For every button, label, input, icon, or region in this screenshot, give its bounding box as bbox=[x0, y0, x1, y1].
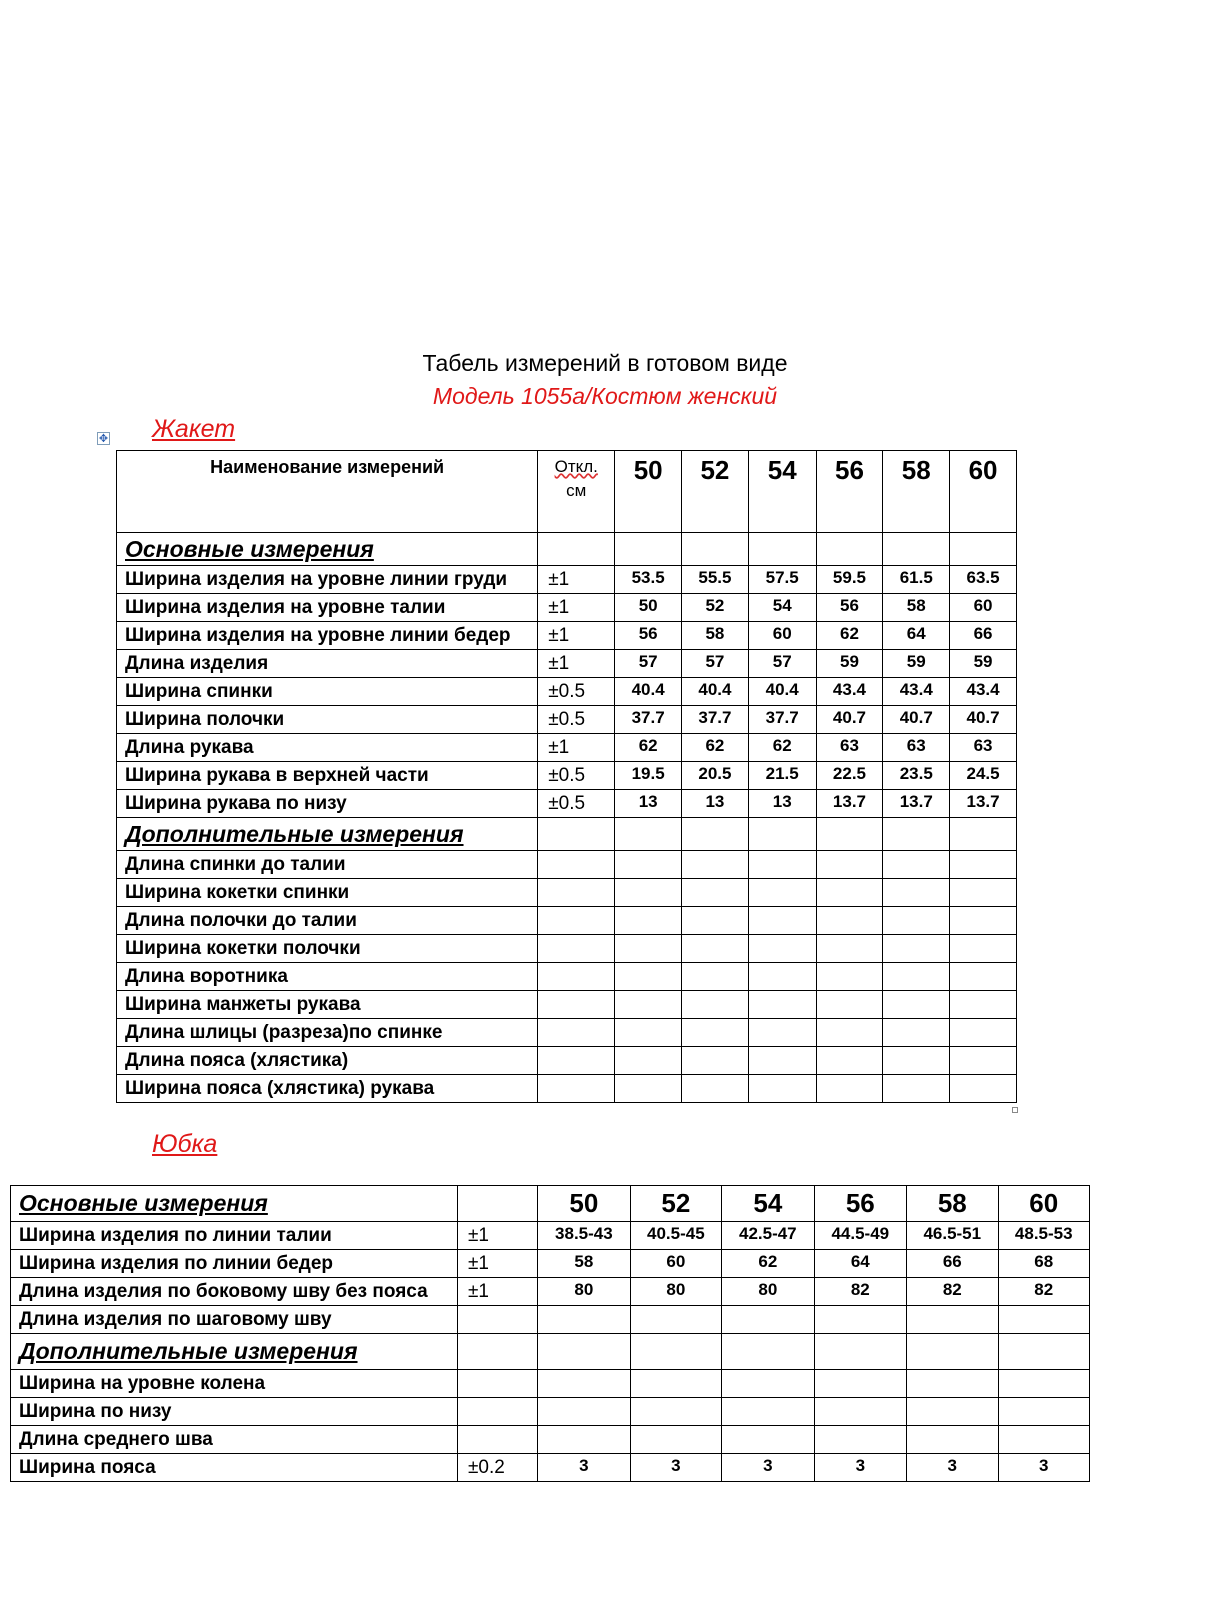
empty-cell bbox=[615, 818, 682, 851]
empty-cell bbox=[748, 533, 816, 566]
measurement-name: Ширина рукава по низу bbox=[117, 790, 538, 818]
jacket-measurements-table bbox=[116, 450, 1017, 1103]
tolerance-value: ±0.5 bbox=[538, 706, 615, 734]
empty-cell bbox=[950, 935, 1017, 963]
empty-cell bbox=[816, 533, 883, 566]
measurement-value bbox=[998, 1306, 1090, 1334]
tolerance-value: ±0.5 bbox=[538, 762, 615, 790]
empty-cell bbox=[682, 963, 749, 991]
measurement-value: 19.5 bbox=[615, 762, 682, 790]
measurement-value: 23.5 bbox=[883, 762, 950, 790]
table-row bbox=[11, 1370, 1090, 1398]
measurement-value: 58 bbox=[883, 594, 950, 622]
table-row bbox=[117, 734, 1017, 762]
measurement-value bbox=[814, 1426, 906, 1454]
measurement-value bbox=[907, 1398, 998, 1426]
section-row bbox=[11, 1334, 1090, 1370]
empty-cell bbox=[883, 1075, 950, 1103]
empty-cell bbox=[682, 991, 749, 1019]
measurement-value bbox=[538, 1306, 630, 1334]
size-header: 52 bbox=[682, 451, 749, 533]
measurement-value: 68 bbox=[998, 1250, 1090, 1278]
empty-cell bbox=[883, 935, 950, 963]
table-row bbox=[117, 1019, 1017, 1047]
measurement-value: 13 bbox=[748, 790, 816, 818]
empty-cell bbox=[816, 963, 883, 991]
empty-cell bbox=[615, 935, 682, 963]
measurement-name: Длина среднего шва bbox=[11, 1426, 458, 1454]
measurement-value: 40.4 bbox=[682, 678, 749, 706]
measurement-value: 60 bbox=[950, 594, 1017, 622]
measurement-value: 82 bbox=[907, 1278, 998, 1306]
measurement-value: 58 bbox=[682, 622, 749, 650]
measurement-value: 37.7 bbox=[615, 706, 682, 734]
empty-cell bbox=[538, 935, 615, 963]
empty-cell bbox=[538, 533, 615, 566]
table-row bbox=[117, 622, 1017, 650]
measurement-name: Ширина пояса (хлястика) рукава bbox=[117, 1075, 538, 1103]
measurement-value: 54 bbox=[748, 594, 816, 622]
measurement-value: 20.5 bbox=[682, 762, 749, 790]
measurement-value: 59 bbox=[816, 650, 883, 678]
measurement-value bbox=[630, 1398, 721, 1426]
tolerance-value: ±0.2 bbox=[458, 1454, 538, 1482]
table-row bbox=[117, 907, 1017, 935]
measurement-value bbox=[907, 1306, 998, 1334]
measurement-value: 66 bbox=[950, 622, 1017, 650]
empty-cell bbox=[950, 533, 1017, 566]
tolerance-value: ±1 bbox=[538, 594, 615, 622]
table-row bbox=[117, 991, 1017, 1019]
table-row bbox=[11, 1278, 1090, 1306]
measurement-value: 61.5 bbox=[883, 566, 950, 594]
tolerance-value: ±1 bbox=[538, 650, 615, 678]
tolerance-value: ±1 bbox=[458, 1222, 538, 1250]
empty-cell bbox=[538, 963, 615, 991]
measurement-value: 3 bbox=[538, 1454, 630, 1482]
empty-cell bbox=[538, 1019, 615, 1047]
measurement-value: 13.7 bbox=[883, 790, 950, 818]
measurement-name: Ширина изделия на уровне линии груди bbox=[117, 566, 538, 594]
tolerance-value: ±0.5 bbox=[538, 678, 615, 706]
measurement-value: 40.7 bbox=[816, 706, 883, 734]
measurement-value bbox=[907, 1426, 998, 1454]
measurement-value: 44.5-49 bbox=[814, 1222, 906, 1250]
measurement-value: 62 bbox=[615, 734, 682, 762]
measurement-name: Длина полочки до талии bbox=[117, 907, 538, 935]
measurement-name: Ширина рукава в верхней части bbox=[117, 762, 538, 790]
measurement-value: 3 bbox=[907, 1454, 998, 1482]
table-header-row bbox=[117, 451, 1017, 533]
table-row bbox=[117, 790, 1017, 818]
measurement-value: 63.5 bbox=[950, 566, 1017, 594]
empty-cell bbox=[748, 963, 816, 991]
size-header: 58 bbox=[883, 451, 950, 533]
empty-cell bbox=[615, 1047, 682, 1075]
measurement-value: 55.5 bbox=[682, 566, 749, 594]
empty-cell bbox=[615, 1075, 682, 1103]
table-move-handle-icon[interactable]: ✥ bbox=[98, 433, 109, 445]
measurement-value bbox=[814, 1306, 906, 1334]
tolerance-header-line1: Откл. bbox=[554, 457, 598, 476]
empty-cell bbox=[816, 1019, 883, 1047]
empty-cell bbox=[630, 1334, 721, 1370]
section-title: Дополнительные измерения bbox=[11, 1334, 458, 1370]
empty-cell bbox=[998, 1334, 1090, 1370]
empty-cell bbox=[814, 1334, 906, 1370]
empty-cell bbox=[538, 1047, 615, 1075]
measurement-value: 58 bbox=[538, 1250, 630, 1278]
measurement-name: Длина пояса (хлястика) bbox=[117, 1047, 538, 1075]
empty-cell bbox=[816, 1047, 883, 1075]
table-row bbox=[11, 1398, 1090, 1426]
empty-cell bbox=[883, 991, 950, 1019]
measurement-value bbox=[722, 1426, 814, 1454]
table-row bbox=[11, 1250, 1090, 1278]
measurement-value: 40.7 bbox=[883, 706, 950, 734]
empty-cell bbox=[538, 1075, 615, 1103]
measurement-value: 21.5 bbox=[748, 762, 816, 790]
measurement-name: Длина спинки до талии bbox=[117, 851, 538, 879]
size-header: 54 bbox=[722, 1186, 814, 1222]
table-row bbox=[11, 1306, 1090, 1334]
tolerance-value bbox=[458, 1306, 538, 1334]
document-subtitle: Модель 1055а/Костюм женский bbox=[432, 383, 778, 409]
measurement-value: 60 bbox=[630, 1250, 721, 1278]
empty-cell bbox=[748, 907, 816, 935]
empty-cell bbox=[950, 963, 1017, 991]
measurement-value bbox=[998, 1370, 1090, 1398]
empty-cell bbox=[538, 1334, 630, 1370]
measurement-value: 66 bbox=[907, 1250, 998, 1278]
measurement-value: 62 bbox=[722, 1250, 814, 1278]
measurement-value: 13 bbox=[615, 790, 682, 818]
measurement-value: 63 bbox=[883, 734, 950, 762]
empty-cell bbox=[615, 907, 682, 935]
table-row bbox=[11, 1222, 1090, 1250]
table-row bbox=[117, 1075, 1017, 1103]
measurement-value: 50 bbox=[615, 594, 682, 622]
measurement-value: 52 bbox=[682, 594, 749, 622]
measurement-value: 82 bbox=[814, 1278, 906, 1306]
measurement-value: 57 bbox=[615, 650, 682, 678]
empty-cell bbox=[682, 907, 749, 935]
measurement-value: 3 bbox=[722, 1454, 814, 1482]
measurement-value: 62 bbox=[682, 734, 749, 762]
empty-cell bbox=[883, 879, 950, 907]
size-header: 56 bbox=[816, 451, 883, 533]
table-row bbox=[117, 566, 1017, 594]
empty-cell bbox=[538, 907, 615, 935]
tolerance-header-line2: см bbox=[566, 481, 587, 500]
empty-cell bbox=[538, 851, 615, 879]
table-row bbox=[117, 650, 1017, 678]
measurement-value: 40.7 bbox=[950, 706, 1017, 734]
size-header: 54 bbox=[748, 451, 816, 533]
empty-cell bbox=[458, 1186, 538, 1222]
measurement-value bbox=[998, 1426, 1090, 1454]
measurement-name: Длина изделия bbox=[117, 650, 538, 678]
empty-cell bbox=[816, 907, 883, 935]
measurement-name: Длина шлицы (разреза)по спинке bbox=[117, 1019, 538, 1047]
empty-cell bbox=[615, 851, 682, 879]
empty-cell bbox=[816, 818, 883, 851]
measurement-name: Ширина кокетки полочки bbox=[117, 935, 538, 963]
measurement-value: 56 bbox=[816, 594, 883, 622]
table-row bbox=[117, 1047, 1017, 1075]
empty-cell bbox=[538, 879, 615, 907]
empty-cell bbox=[458, 1334, 538, 1370]
measurement-value bbox=[630, 1306, 721, 1334]
skirt-label: Юбка bbox=[152, 1130, 218, 1158]
empty-cell bbox=[883, 907, 950, 935]
size-header: 60 bbox=[998, 1186, 1090, 1222]
empty-cell bbox=[883, 1047, 950, 1075]
empty-cell bbox=[816, 935, 883, 963]
size-header: 56 bbox=[814, 1186, 906, 1222]
measurement-name: Ширина манжеты рукава bbox=[117, 991, 538, 1019]
empty-cell bbox=[682, 818, 749, 851]
measurement-value: 63 bbox=[950, 734, 1017, 762]
measurement-value: 22.5 bbox=[816, 762, 883, 790]
section-title: Основные измерения bbox=[117, 533, 538, 566]
empty-cell bbox=[538, 818, 615, 851]
measurement-value bbox=[538, 1426, 630, 1454]
empty-cell bbox=[615, 963, 682, 991]
empty-cell bbox=[748, 935, 816, 963]
measurement-value: 43.4 bbox=[816, 678, 883, 706]
table-row bbox=[117, 594, 1017, 622]
empty-cell bbox=[615, 991, 682, 1019]
measurement-value bbox=[538, 1370, 630, 1398]
empty-cell bbox=[950, 1047, 1017, 1075]
measurement-value: 57.5 bbox=[748, 566, 816, 594]
tolerance-value: ±1 bbox=[538, 566, 615, 594]
measurement-value: 80 bbox=[722, 1278, 814, 1306]
measurement-name: Ширина изделия по линии бедер bbox=[11, 1250, 458, 1278]
empty-cell bbox=[883, 818, 950, 851]
column-header-tolerance bbox=[538, 451, 615, 533]
measurement-value: 59 bbox=[950, 650, 1017, 678]
empty-cell bbox=[722, 1334, 814, 1370]
measurement-value: 46.5-51 bbox=[907, 1222, 998, 1250]
measurement-value: 59 bbox=[883, 650, 950, 678]
empty-cell bbox=[816, 991, 883, 1019]
measurement-value bbox=[538, 1398, 630, 1426]
empty-cell bbox=[816, 879, 883, 907]
empty-cell bbox=[682, 533, 749, 566]
section-title: Основные измерения bbox=[11, 1186, 458, 1222]
empty-cell bbox=[748, 1047, 816, 1075]
measurement-value bbox=[814, 1398, 906, 1426]
table-row bbox=[117, 678, 1017, 706]
table-row bbox=[11, 1426, 1090, 1454]
measurement-value: 43.4 bbox=[950, 678, 1017, 706]
measurement-name: Ширина изделия на уровне линии бедер bbox=[117, 622, 538, 650]
measurement-value bbox=[814, 1370, 906, 1398]
measurement-value: 63 bbox=[816, 734, 883, 762]
section-row bbox=[11, 1186, 1090, 1222]
tolerance-value: ±0.5 bbox=[538, 790, 615, 818]
measurement-name: Длина изделия по боковому шву без пояса bbox=[11, 1278, 458, 1306]
measurement-value: 13.7 bbox=[816, 790, 883, 818]
measurement-value: 3 bbox=[998, 1454, 1090, 1482]
empty-cell bbox=[883, 963, 950, 991]
table-row bbox=[11, 1454, 1090, 1482]
measurement-value: 80 bbox=[630, 1278, 721, 1306]
empty-cell bbox=[682, 1019, 749, 1047]
measurement-value: 13.7 bbox=[950, 790, 1017, 818]
empty-cell bbox=[615, 879, 682, 907]
measurement-name: Ширина по низу bbox=[11, 1398, 458, 1426]
measurement-value: 57 bbox=[682, 650, 749, 678]
measurement-value: 3 bbox=[814, 1454, 906, 1482]
tolerance-value: ±1 bbox=[538, 622, 615, 650]
jacket-label: Жакет bbox=[152, 415, 236, 443]
empty-cell bbox=[682, 1075, 749, 1103]
measurement-value: 13 bbox=[682, 790, 749, 818]
empty-cell bbox=[682, 851, 749, 879]
tolerance-value bbox=[458, 1426, 538, 1454]
section-row bbox=[117, 533, 1017, 566]
empty-cell bbox=[538, 991, 615, 1019]
measurement-value bbox=[722, 1398, 814, 1426]
empty-cell bbox=[816, 851, 883, 879]
measurement-name: Ширина спинки bbox=[117, 678, 538, 706]
empty-cell bbox=[682, 879, 749, 907]
size-header: 50 bbox=[538, 1186, 630, 1222]
measurement-value: 64 bbox=[883, 622, 950, 650]
measurement-value: 80 bbox=[538, 1278, 630, 1306]
tolerance-value bbox=[458, 1370, 538, 1398]
measurement-value bbox=[630, 1426, 721, 1454]
empty-cell bbox=[950, 818, 1017, 851]
empty-cell bbox=[950, 851, 1017, 879]
document-title: Табель измерений в готовом виде bbox=[422, 350, 788, 376]
size-header: 50 bbox=[615, 451, 682, 533]
measurement-value: 42.5-47 bbox=[722, 1222, 814, 1250]
table-row bbox=[117, 851, 1017, 879]
measurement-value bbox=[722, 1370, 814, 1398]
measurement-value: 43.4 bbox=[883, 678, 950, 706]
empty-cell bbox=[748, 991, 816, 1019]
table-row bbox=[117, 879, 1017, 907]
measurement-value: 24.5 bbox=[950, 762, 1017, 790]
table-row bbox=[117, 706, 1017, 734]
measurement-value: 57 bbox=[748, 650, 816, 678]
measurement-name: Ширина на уровне колена bbox=[11, 1370, 458, 1398]
measurement-value: 82 bbox=[998, 1278, 1090, 1306]
measurement-name: Ширина изделия по линии талии bbox=[11, 1222, 458, 1250]
table-row bbox=[117, 935, 1017, 963]
measurement-value: 37.7 bbox=[748, 706, 816, 734]
measurement-name: Ширина кокетки спинки bbox=[117, 879, 538, 907]
empty-cell bbox=[748, 879, 816, 907]
measurement-value: 60 bbox=[748, 622, 816, 650]
empty-cell bbox=[615, 533, 682, 566]
measurement-name: Длина рукава bbox=[117, 734, 538, 762]
table-resize-handle-icon[interactable] bbox=[1012, 1107, 1018, 1113]
section-row bbox=[117, 818, 1017, 851]
empty-cell bbox=[682, 935, 749, 963]
empty-cell bbox=[748, 1019, 816, 1047]
section-title: Дополнительные измерения bbox=[117, 818, 538, 851]
empty-cell bbox=[883, 1019, 950, 1047]
size-header: 58 bbox=[907, 1186, 998, 1222]
table-row bbox=[117, 762, 1017, 790]
empty-cell bbox=[748, 818, 816, 851]
measurement-name: Длина изделия по шаговому шву bbox=[11, 1306, 458, 1334]
empty-cell bbox=[950, 1075, 1017, 1103]
empty-cell bbox=[907, 1334, 998, 1370]
size-header: 52 bbox=[630, 1186, 721, 1222]
measurement-value: 40.5-45 bbox=[630, 1222, 721, 1250]
empty-cell bbox=[950, 879, 1017, 907]
measurement-value: 40.4 bbox=[615, 678, 682, 706]
empty-cell bbox=[950, 907, 1017, 935]
empty-cell bbox=[883, 533, 950, 566]
empty-cell bbox=[748, 1075, 816, 1103]
tolerance-value: ±1 bbox=[458, 1278, 538, 1306]
measurement-value: 3 bbox=[630, 1454, 721, 1482]
empty-cell bbox=[748, 851, 816, 879]
empty-cell bbox=[615, 1019, 682, 1047]
tolerance-value: ±1 bbox=[538, 734, 615, 762]
empty-cell bbox=[883, 851, 950, 879]
tolerance-value bbox=[458, 1398, 538, 1426]
measurement-value: 38.5-43 bbox=[538, 1222, 630, 1250]
table-row bbox=[117, 963, 1017, 991]
measurement-value: 56 bbox=[615, 622, 682, 650]
measurement-value: 40.4 bbox=[748, 678, 816, 706]
measurement-name: Ширина изделия на уровне талии bbox=[117, 594, 538, 622]
measurement-value: 53.5 bbox=[615, 566, 682, 594]
measurement-value bbox=[630, 1370, 721, 1398]
empty-cell bbox=[950, 1019, 1017, 1047]
empty-cell bbox=[682, 1047, 749, 1075]
measurement-value bbox=[998, 1398, 1090, 1426]
column-header-name: Наименование измерений bbox=[117, 451, 538, 533]
measurement-value: 62 bbox=[816, 622, 883, 650]
measurement-value: 48.5-53 bbox=[998, 1222, 1090, 1250]
measurement-value: 64 bbox=[814, 1250, 906, 1278]
empty-cell bbox=[950, 991, 1017, 1019]
measurement-name: Ширина полочки bbox=[117, 706, 538, 734]
skirt-measurements-table bbox=[10, 1185, 1090, 1482]
measurement-value: 59.5 bbox=[816, 566, 883, 594]
measurement-name: Длина воротника bbox=[117, 963, 538, 991]
measurement-value: 37.7 bbox=[682, 706, 749, 734]
empty-cell bbox=[816, 1075, 883, 1103]
measurement-value: 62 bbox=[748, 734, 816, 762]
tolerance-value: ±1 bbox=[458, 1250, 538, 1278]
size-header: 60 bbox=[950, 451, 1017, 533]
measurement-value bbox=[722, 1306, 814, 1334]
measurement-name: Ширина пояса bbox=[11, 1454, 458, 1482]
measurement-value bbox=[907, 1370, 998, 1398]
